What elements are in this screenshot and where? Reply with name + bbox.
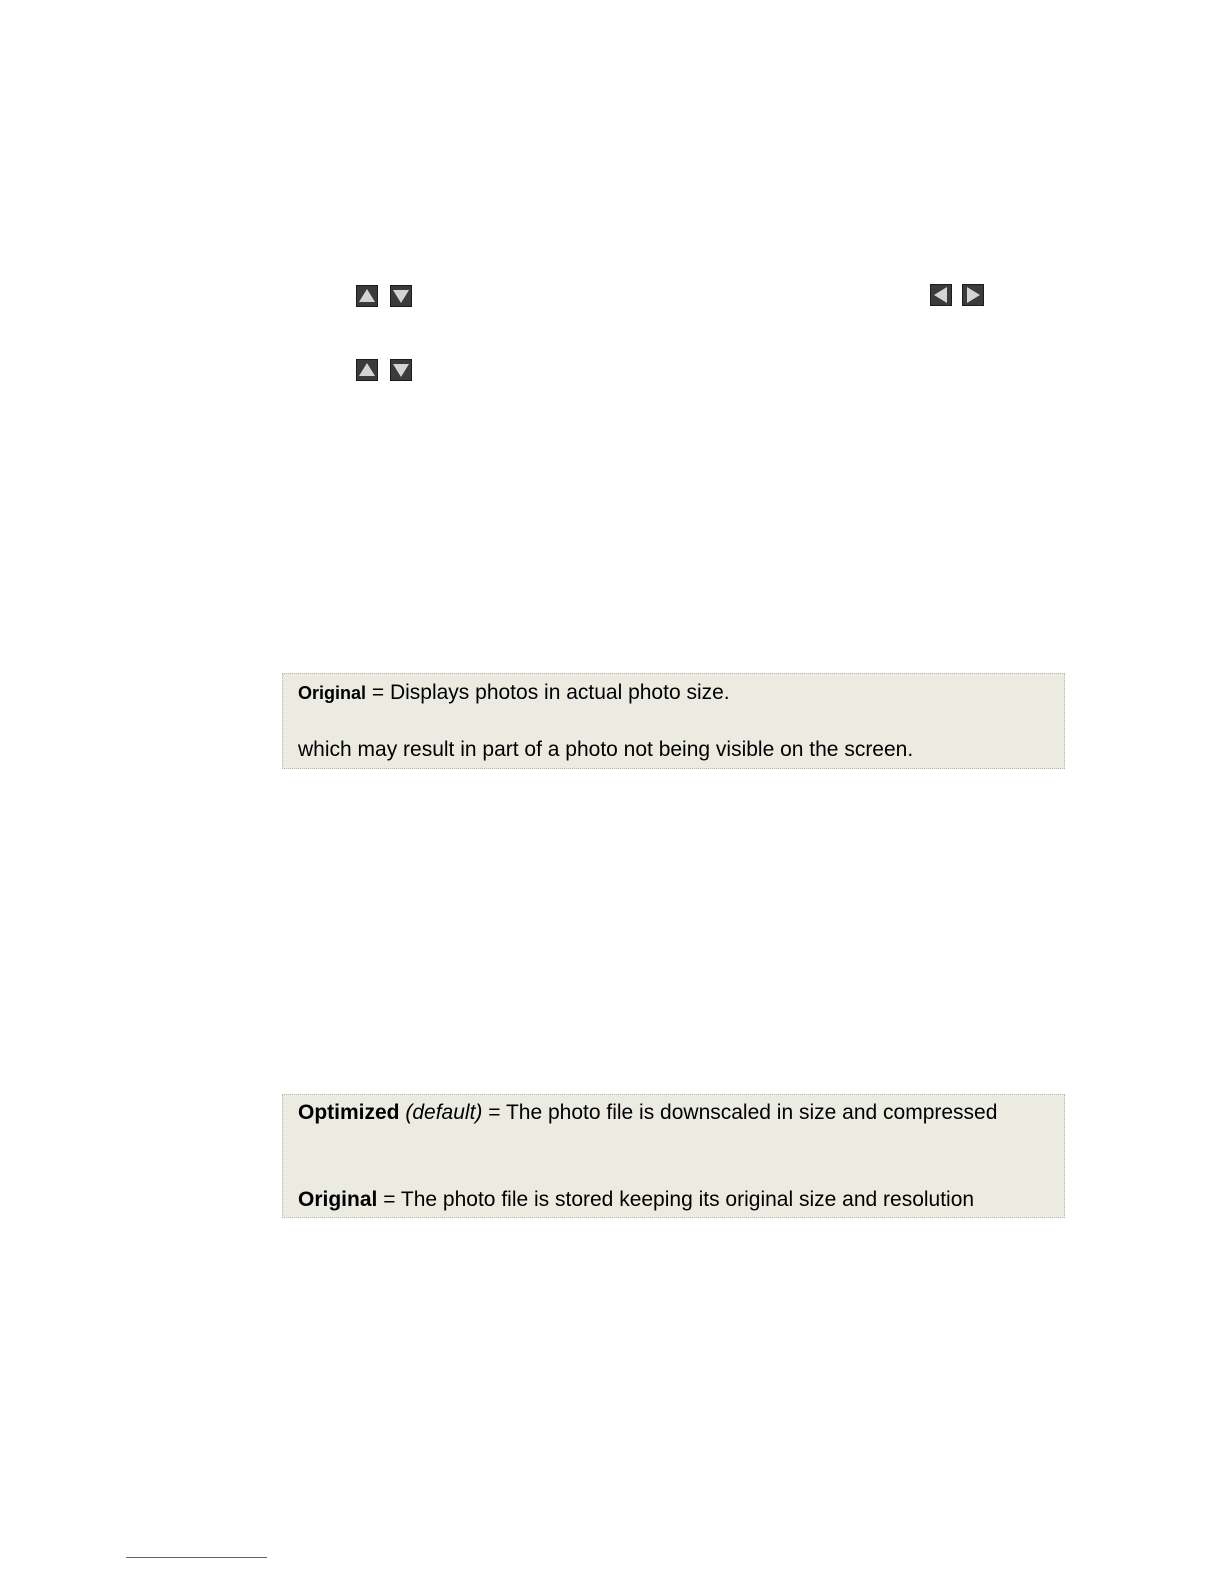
box2-line2 [298,1187,974,1213]
box2-line1 [298,1100,997,1126]
arrow-left-icon [930,284,952,306]
info-box-storage [282,1094,1065,1218]
box1-line2 [298,737,913,763]
arrow-down-icon [390,359,412,381]
arrow-right-icon [962,284,984,306]
footnote-separator [126,1557,267,1558]
arrow-up-icon [356,359,378,381]
description-text: = The photo file is stored keeping its original size and resolution [377,1188,975,1211]
default-note: (default) [405,1101,483,1124]
term-optimized: Optimized [298,1101,400,1124]
description-text: = Displays photos in actual photo size. [366,681,730,704]
term-original: Original [298,683,367,703]
description-text: which may result in part of a photo not being visible on the screen. [298,738,914,761]
description-text: = The photo file is downscaled in size and compressed [482,1101,998,1124]
arrow-up-icon [356,285,378,307]
box1-line1 [298,680,730,706]
info-box-display-size [282,673,1065,769]
arrow-down-icon [390,285,412,307]
term-original: Original [298,1188,378,1211]
